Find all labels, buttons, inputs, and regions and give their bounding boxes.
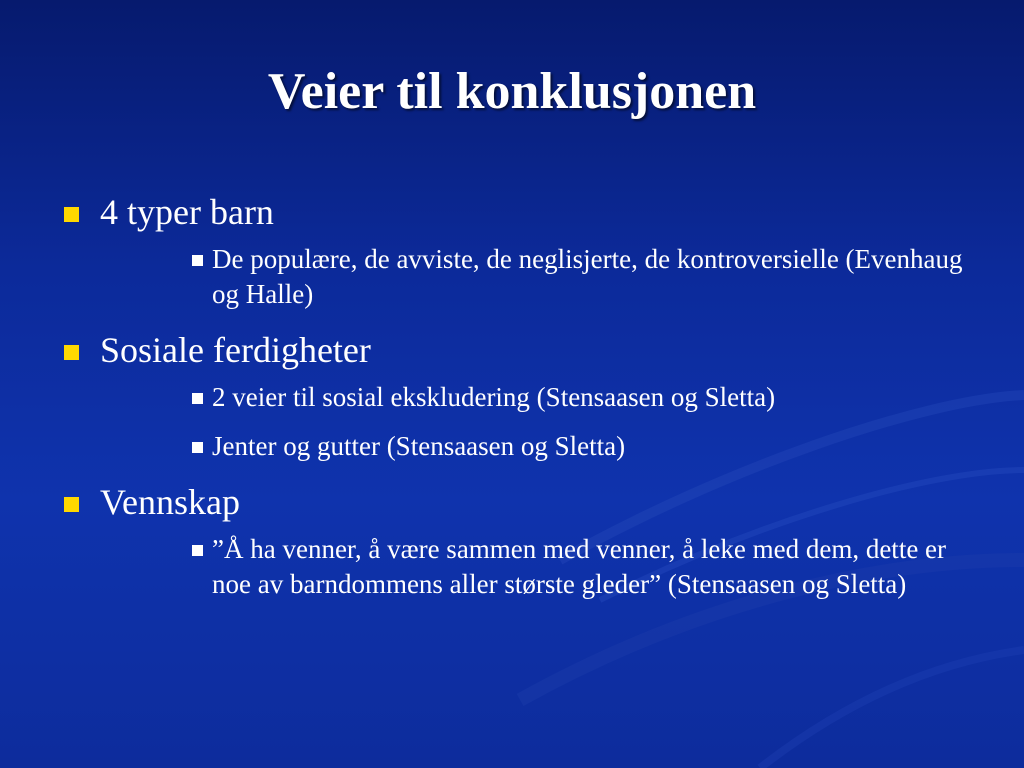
bullet-list <box>62 190 982 602</box>
bullet-text: Vennskap <box>100 482 240 522</box>
sub-bullet-text: Jenter og gutter (Stensaasen og Sletta) <box>212 431 626 461</box>
bullet-item-4-typer-barn <box>62 190 982 234</box>
square-bullet-icon <box>192 442 203 453</box>
bullet-item-vennskap <box>62 480 982 524</box>
slide-title: Veier til konklusjonen <box>267 63 757 120</box>
sub-bullet-text: ”Å ha venner, å være sammen med venner, å leke med dem, dette er noe av barndommens aller største gleder” (Stensaasen og Sletta) <box>212 534 947 599</box>
bullet-text: Sosiale ferdigheter <box>100 330 371 370</box>
square-bullet-icon <box>192 393 203 404</box>
sub-bullet-item <box>190 242 982 312</box>
square-bullet-icon <box>64 345 79 360</box>
square-bullet-icon <box>64 497 79 512</box>
bullet-text: 4 typer barn <box>100 192 274 232</box>
square-bullet-icon <box>64 207 79 222</box>
bullet-item-sosiale-ferdigheter <box>62 328 982 372</box>
square-bullet-icon <box>192 255 203 266</box>
sub-bullet-item <box>190 532 982 602</box>
sub-bullet-item <box>190 429 982 464</box>
square-bullet-icon <box>192 545 203 556</box>
sub-bullet-item <box>190 380 982 415</box>
sub-bullet-text: De populære, de avviste, de neglisjerte, de kontroversielle (Evenhaug og Halle) <box>212 244 963 309</box>
sub-bullet-text: 2 veier til sosial ekskludering (Stensaasen og Sletta) <box>212 382 776 412</box>
